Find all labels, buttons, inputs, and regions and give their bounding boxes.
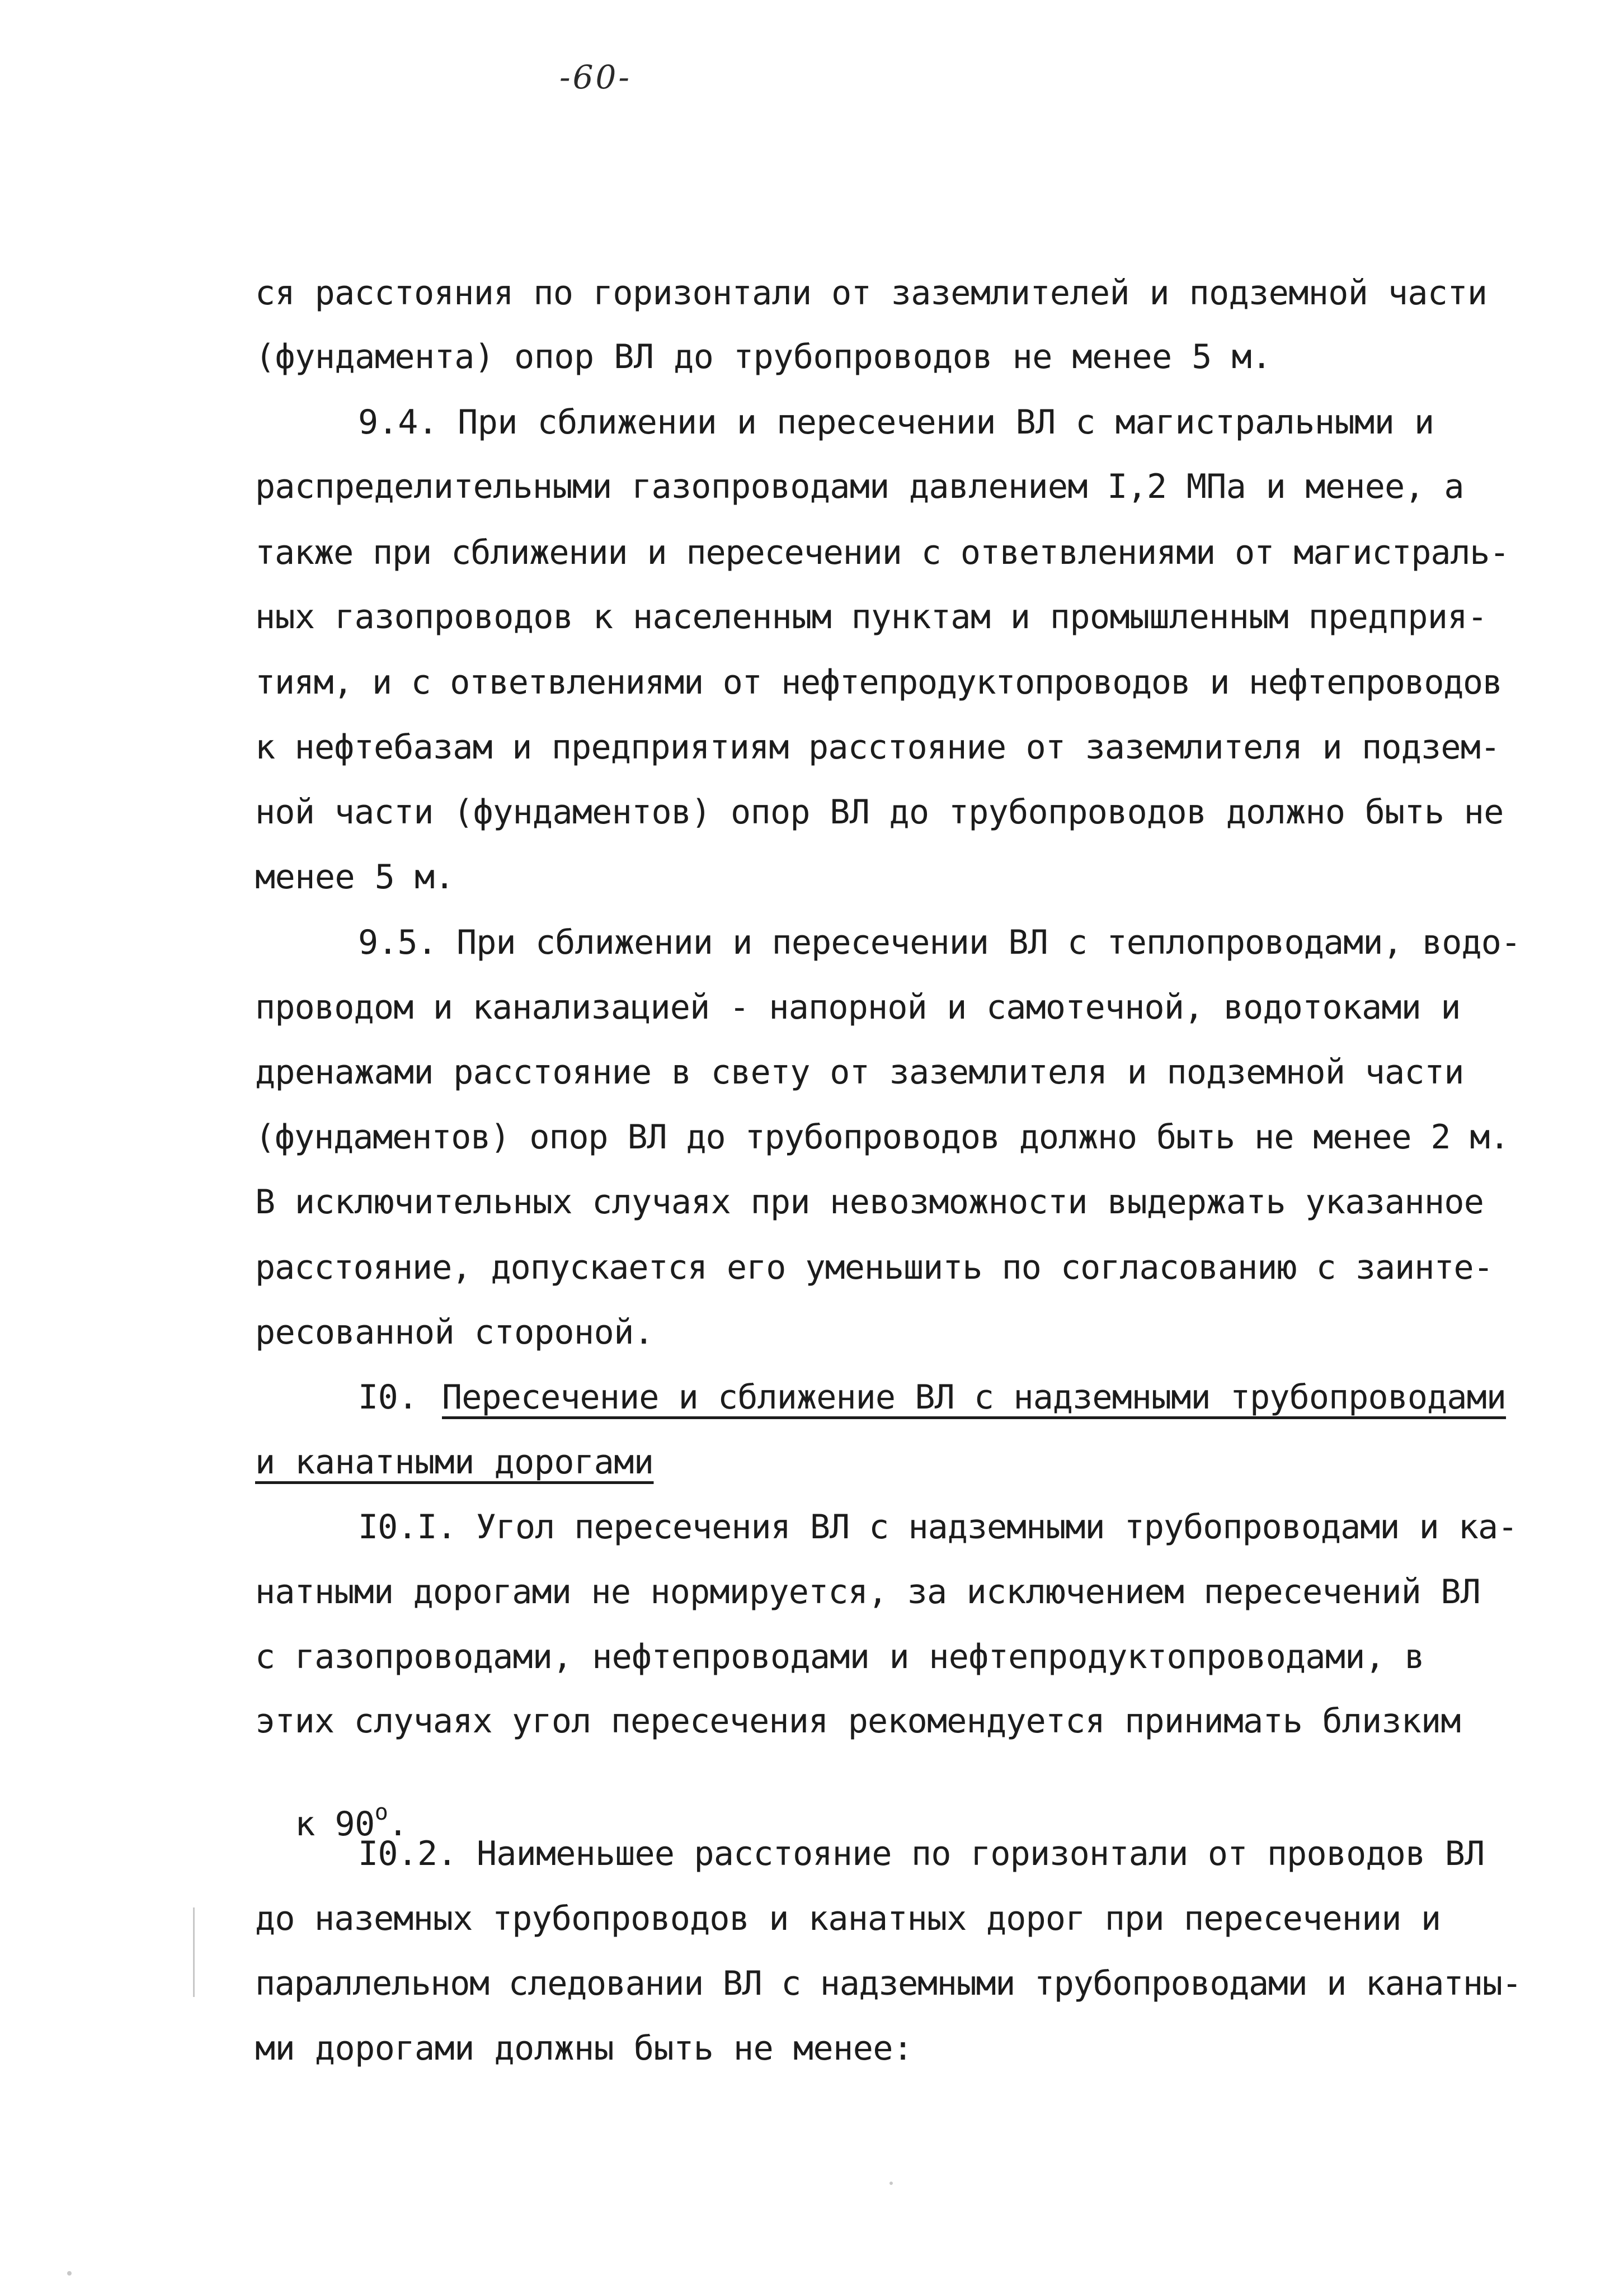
text-line: В исключительных случаях при невозможности выдержать указанное	[255, 1183, 1484, 1222]
text-line: тиям, и с ответвлениями от нефтепродуктопроводов и нефтепроводов	[255, 663, 1502, 702]
text-line: I0.2. Наименьшее расстояние по горизонтали от проводов ВЛ	[358, 1834, 1485, 1873]
text-line: менее 5 м.	[255, 858, 455, 897]
degree-sign: о	[374, 1800, 388, 1825]
text-line: ной части (фундаментов) опор ВЛ до трубопроводов должно быть не	[255, 793, 1504, 832]
text-line: расстояние, допускается его уменьшить по согласованию с заинте-	[255, 1248, 1493, 1287]
text-line: параллельном следовании ВЛ с надземными трубопроводами и канатны-	[255, 1964, 1522, 2003]
text-line: также при сближении и пересечении с ответвлениями от магистраль-	[255, 533, 1509, 572]
section-heading-continued: и канатными дорогами	[255, 1443, 654, 1482]
text-line: проводом и канализацией - напорной и самотечной, водотоками и	[255, 988, 1461, 1027]
text-line: дренажами расстояние в свету от заземлителя и подземной части	[255, 1053, 1464, 1092]
page-number: -60-	[559, 58, 632, 96]
text-line: I0.I. Угол пересечения ВЛ с надземными трубопроводами и ка-	[358, 1508, 1518, 1547]
text-line: (фундамента) опор ВЛ до трубопроводов не менее 5 м.	[255, 337, 1272, 376]
text-line: ми дорогами должны быть не менее:	[255, 2029, 913, 2068]
text-line: к нефтебазам и предприятиям расстояние от заземлителя и подзем-	[255, 728, 1500, 767]
text-line: этих случаях угол пересечения рекомендуется принимать близким	[255, 1702, 1461, 1741]
text-line: ся расстояния по горизонтали от заземлителей и подземной части	[255, 274, 1488, 313]
scan-dust-mark	[889, 2182, 893, 2185]
text-line: 9.5. При сближении и пересечении ВЛ с теплопроводами, водо-	[358, 923, 1521, 962]
text-line: до наземных трубопроводов и канатных дорог при пересечении и	[255, 1899, 1441, 1938]
text-line: распределительными газопроводами давлением I,2 МПа и менее, а	[255, 467, 1464, 506]
scan-margin-mark	[193, 1907, 195, 1997]
text-line: натными дорогами не нормируется, за исключением пересечений ВЛ	[255, 1572, 1481, 1612]
section-heading: Пересечение и сближение ВЛ с надземными трубопроводами	[442, 1378, 1507, 1417]
section-number: I0.	[358, 1378, 418, 1417]
scan-dust-mark	[67, 2271, 72, 2276]
text-line: (фундаментов) опор ВЛ до трубопроводов должно быть не менее 2 м.	[255, 1118, 1509, 1157]
text-line: ных газопроводов к населенным пунктам и промышленным предприя-	[255, 597, 1488, 637]
angle-value: к 90	[295, 1805, 375, 1844]
text-line: 9.4. При сближении и пересечении ВЛ с магистральными и	[358, 403, 1434, 442]
text-line: с газопроводами, нефтепроводами и нефтепродуктопроводами, в	[255, 1637, 1424, 1676]
period: .	[388, 1805, 408, 1844]
text-line: ресованной стороной.	[255, 1313, 654, 1352]
text-line-angle	[255, 1768, 408, 1844]
